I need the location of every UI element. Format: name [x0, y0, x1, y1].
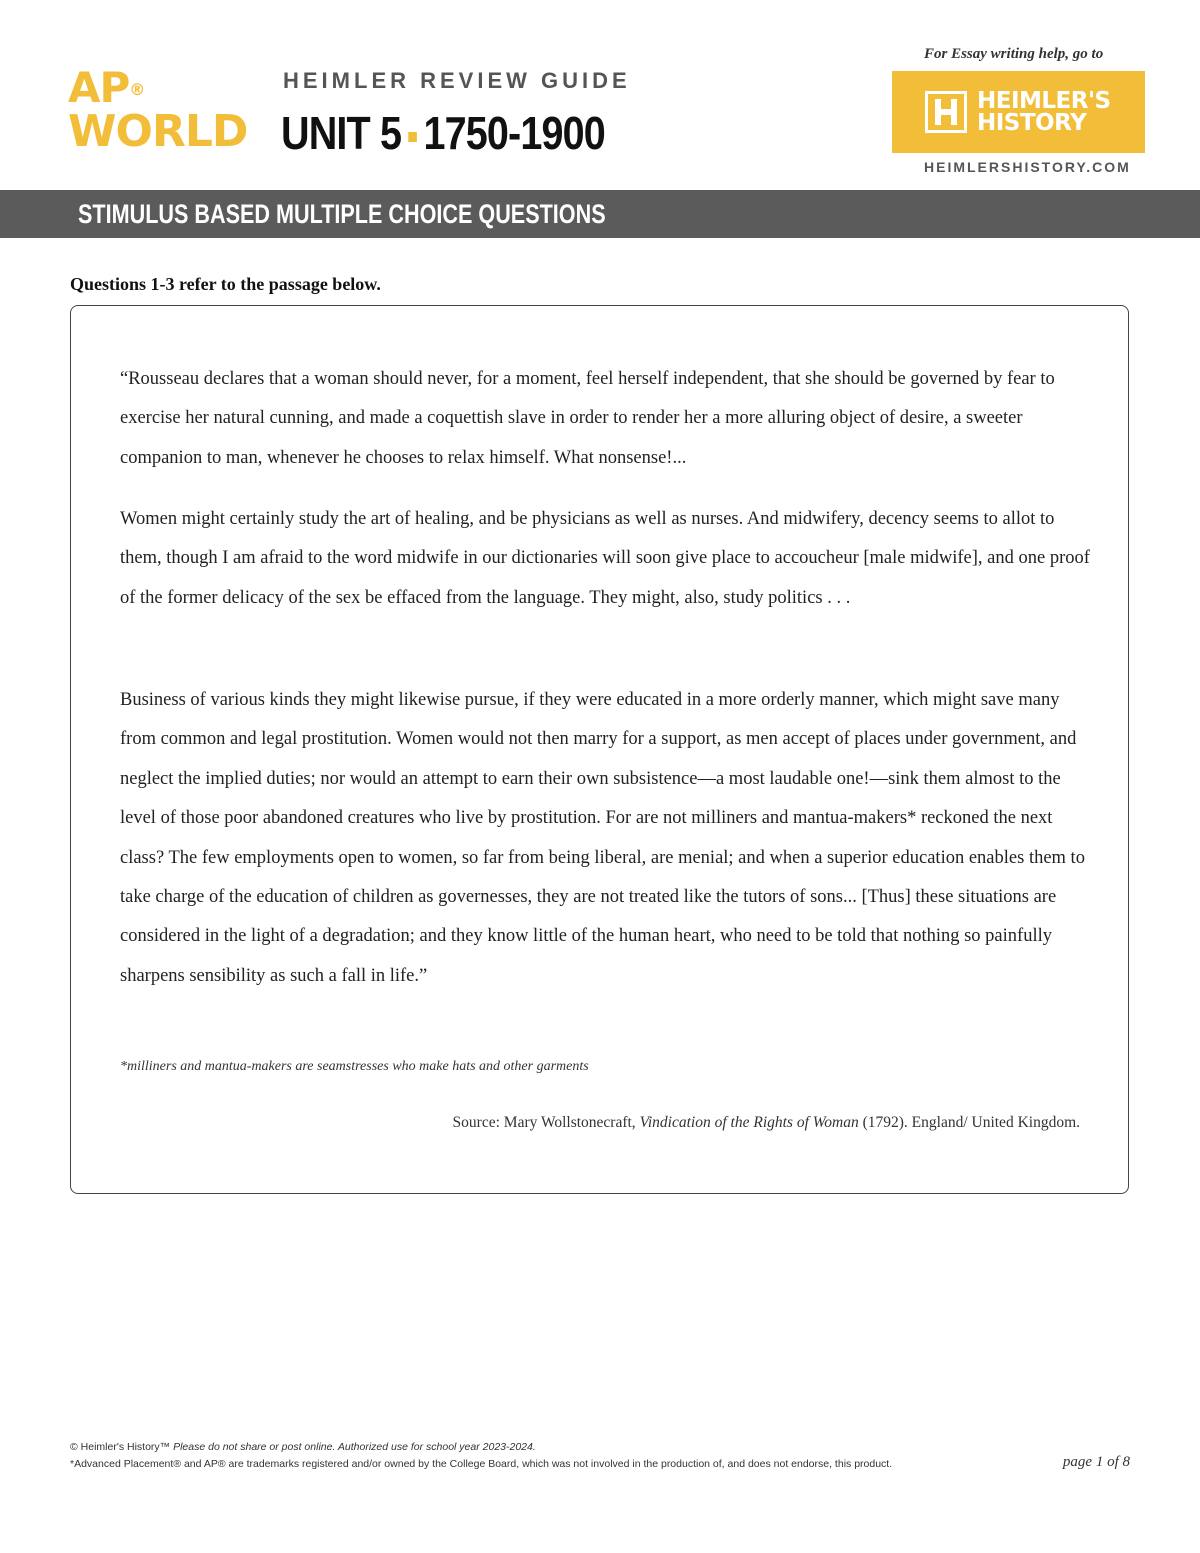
- logo-registered-mark: ®: [129, 80, 145, 99]
- source-label: Source:: [452, 1114, 500, 1131]
- world-logo: WORLD: [68, 106, 248, 157]
- source-author: Mary Wollstonecraft,: [503, 1114, 636, 1131]
- footer-copyright: © Heimler's History™: [70, 1441, 171, 1453]
- unit-label: UNIT 5: [281, 107, 402, 159]
- unit-years: 1750-1900: [423, 107, 605, 159]
- promo-text: For Essay writing help, go to: [924, 46, 1104, 62]
- ap-logo: [68, 63, 145, 112]
- unit-title: [281, 106, 605, 160]
- footer-trademark: *Advanced Placement® and AP® are trademarks registered and/or owned by the College Board, which was not involved in the production of, and does not endorse, this product.: [70, 1458, 893, 1470]
- section-title: STIMULUS BASED MULTIPLE CHOICE QUESTIONS: [78, 199, 606, 229]
- passage-paragraph-2: Women might certainly study the art of healing, and be physicians as well as nurses. And midwifery, decency seems to allot to them, though I am afraid to the word midwife in our dictionaries will soon give place to accoucheur [male midwife], and one proof of the former delicacy of the sex be effaced from the language. They might, also, study politics . . .: [120, 509, 1090, 608]
- title-separator: [408, 132, 417, 142]
- passage-paragraph-1: “Rousseau declares that a woman should never, for a moment, feel herself independent, that she should be governed by fear to exercise her natural cunning, and made a coquettish slave in order to render her a more alluring object of desire, a sweeter companion to man, whenever he chooses to relax himself. What nonsense!...: [120, 369, 1055, 468]
- guide-label: HEIMLER REVIEW GUIDE: [283, 68, 631, 93]
- section-bar: [0, 190, 1200, 238]
- passage-footnote: *milliners and mantua-makers are seamstresses who make hats and other garments: [120, 1059, 589, 1074]
- source-work: Vindication of the Rights of Woman: [639, 1114, 859, 1131]
- passage-source: [453, 1114, 1080, 1132]
- page-number: page 1 of 8: [1062, 1454, 1130, 1470]
- promo-brand: HEIMLER'S HISTORY: [977, 88, 1111, 136]
- source-rest: (1792). England/ United Kingdom.: [862, 1114, 1080, 1131]
- footer-copyright-line: [70, 1441, 536, 1453]
- footer-notice: Please do not share or post online. Authorized use for school year 2023-2024.: [173, 1441, 536, 1453]
- passage-paragraph-3: Business of various kinds they might likewise pursue, if they were educated in a more orderly manner, which might save many from common and legal prostitution. Women would not then marry for a support, as men accept of places under government, and neglect the implied duties; nor would an attempt to earn their own subsistence—a most laudable one!—sink them almost to the level of those poor abandoned creatures who live by prostitution. For are not milliners and mantua-makers* reckoned the next class? The few employments open to women, so far from being liberal, are menial; and when a superior education enables them to take charge of the education of children as governesses, they are not treated like the tutors of sons... [Thus] these situations are considered in the light of a degradation; and they know little of the human heart, who need to be told that nothing so painfully sharpens sensibility as such a fall in life.”: [120, 690, 1085, 986]
- logo-ap-text: AP: [68, 63, 130, 112]
- heimler-h-logo-icon: [925, 91, 967, 133]
- promo-badge[interactable]: [892, 71, 1145, 153]
- promo-url[interactable]: HEIMLERSHISTORY.COM: [924, 159, 1131, 175]
- questions-intro: Questions 1-3 refer to the passage below.: [70, 274, 381, 294]
